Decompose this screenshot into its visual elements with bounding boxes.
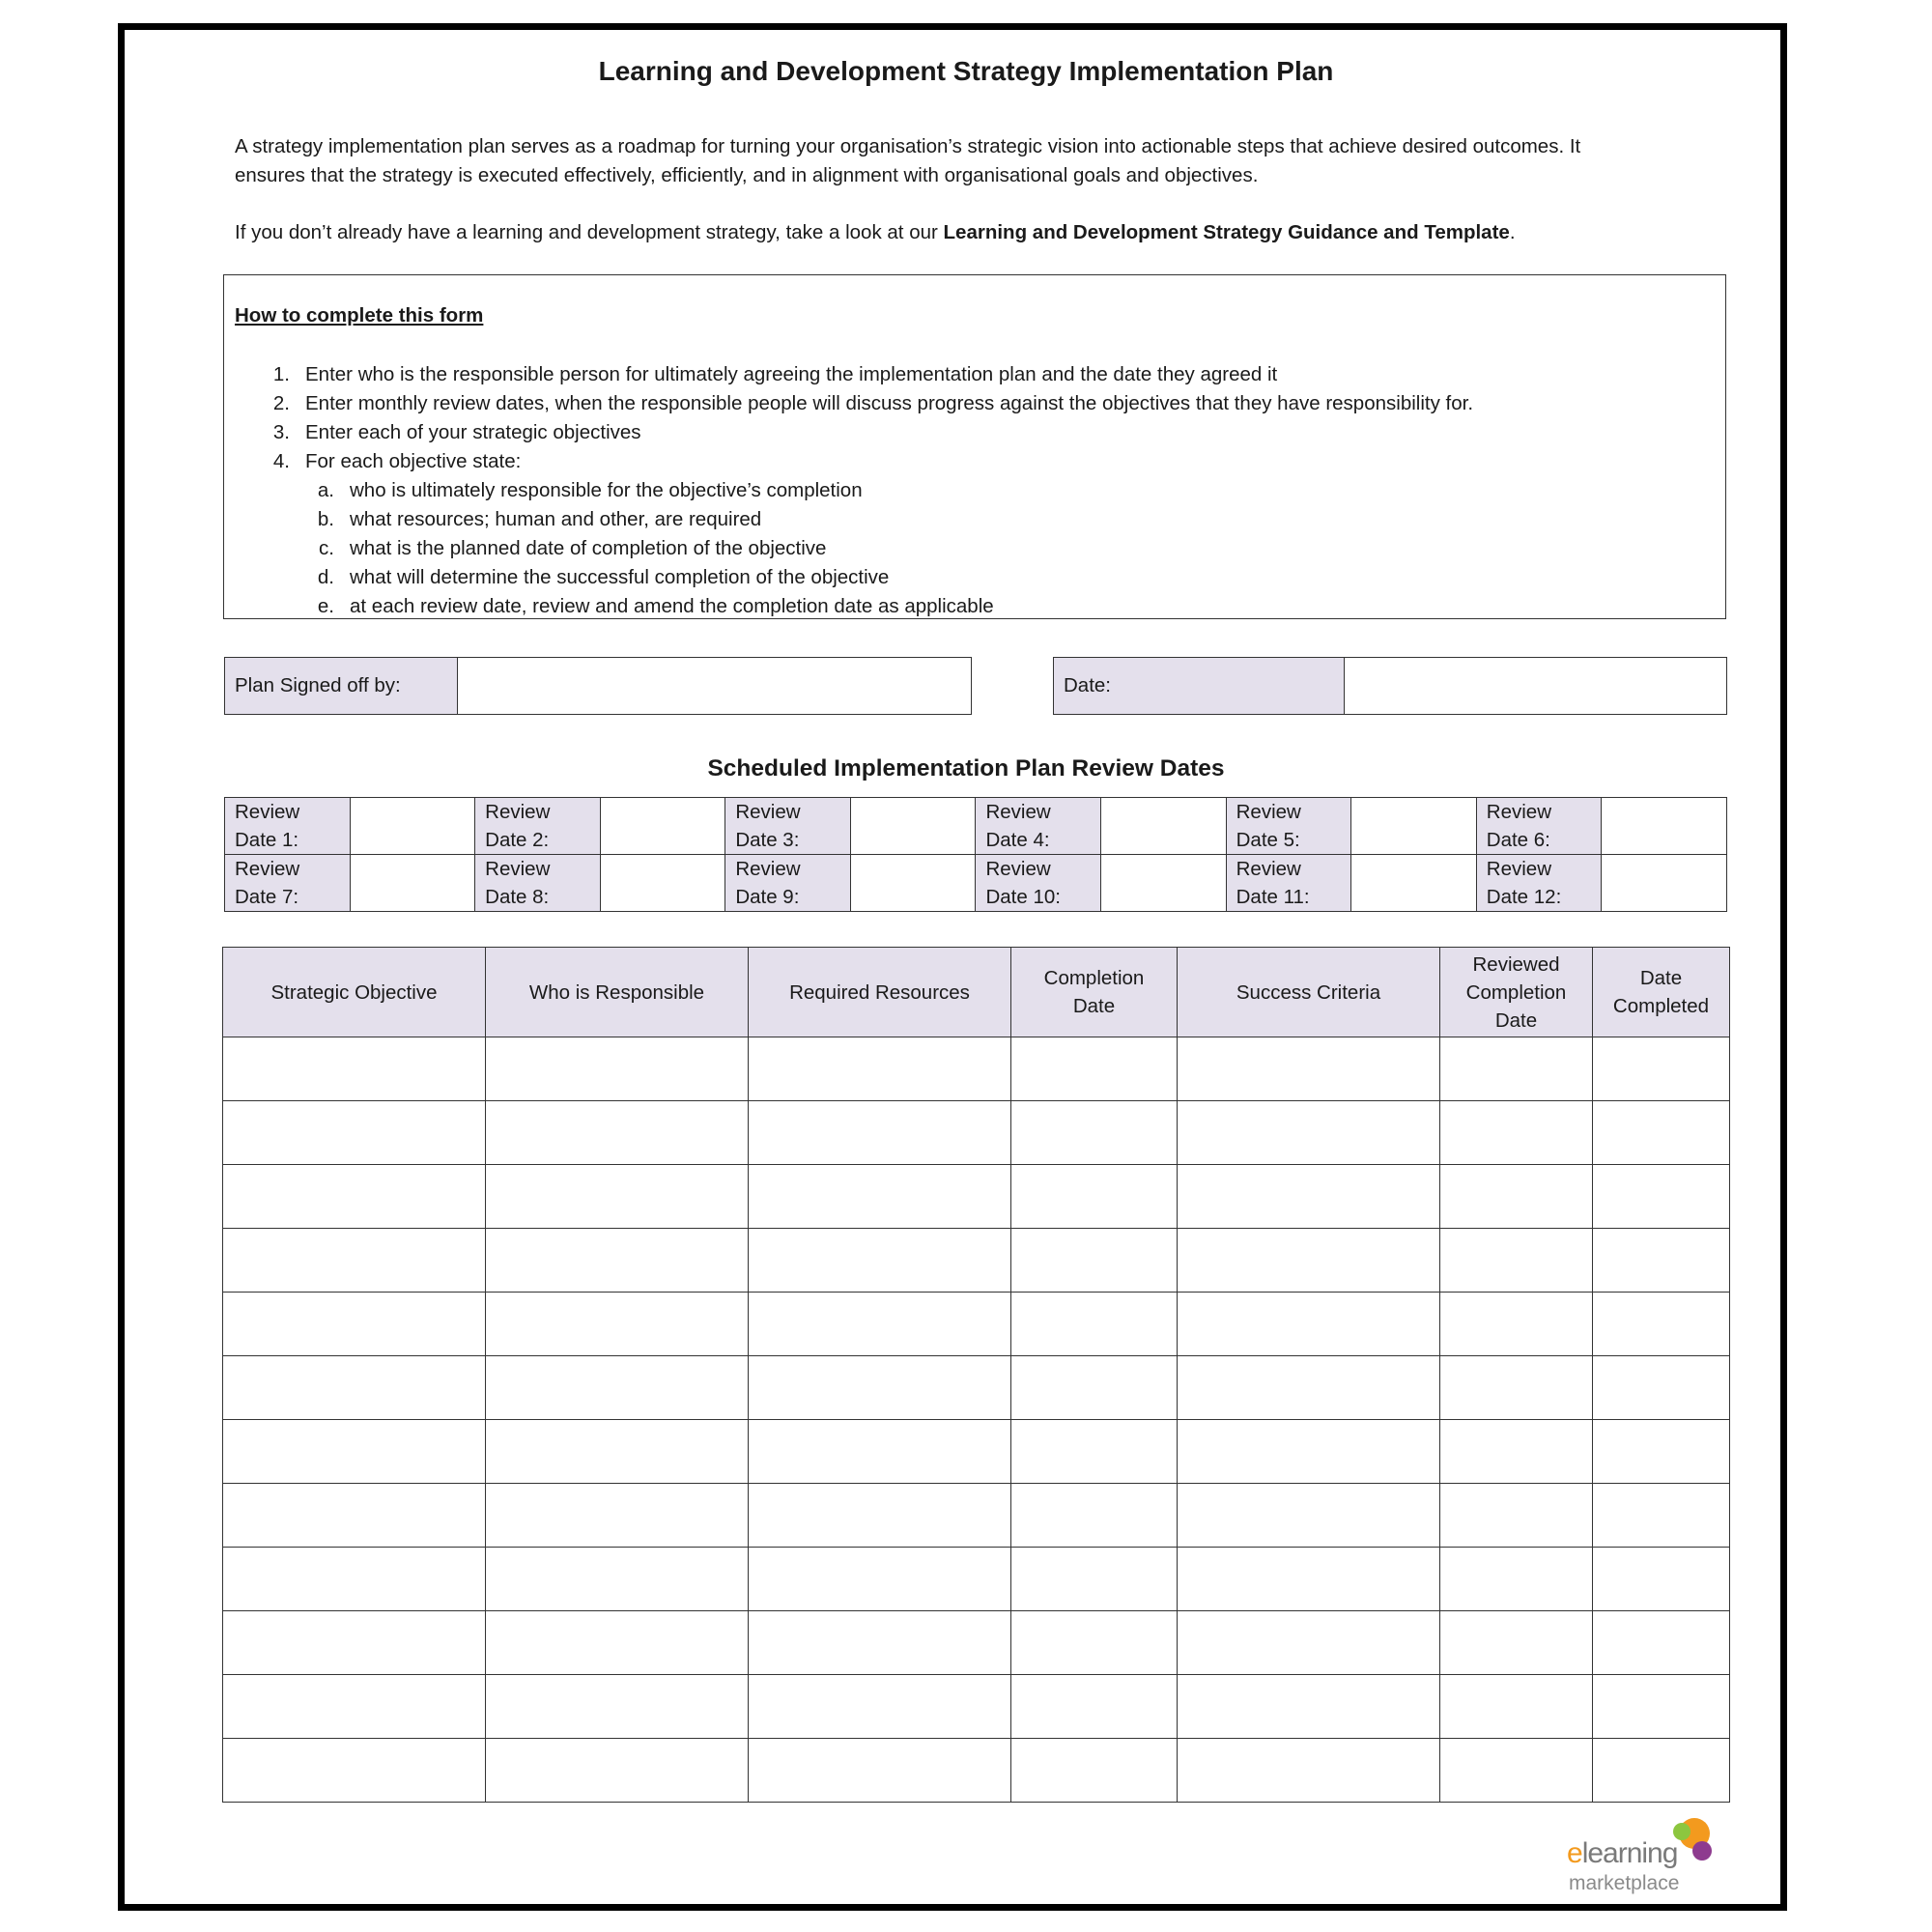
logo-word-marketplace: marketplace [1569, 1872, 1680, 1894]
review-date-field[interactable] [600, 798, 725, 855]
review-date-field[interactable] [850, 855, 976, 912]
review-date-field[interactable] [350, 855, 475, 912]
plan-cell[interactable] [1593, 1165, 1730, 1229]
plan-cell[interactable] [1593, 1037, 1730, 1101]
plan-cell[interactable] [1011, 1675, 1178, 1739]
review-date-label: Review Date 10: [976, 855, 1101, 912]
review-date-label: Review Date 3: [725, 798, 851, 855]
plan-cell[interactable] [223, 1611, 486, 1675]
review-date-label: Review Date 2: [475, 798, 601, 855]
plan-cell[interactable] [1178, 1611, 1440, 1675]
review-date-label: Review Date 12: [1476, 855, 1602, 912]
plan-cell[interactable] [1178, 1165, 1440, 1229]
plan-row [223, 1548, 1730, 1611]
how-to-box [223, 274, 1726, 619]
plan-cell[interactable] [749, 1165, 1011, 1229]
how-to-substep: e. at each review date, review and amend the completion date as applicable [317, 595, 994, 617]
review-date-label: Review Date 6: [1476, 798, 1602, 855]
review-date-label: Review Date 1: [225, 798, 351, 855]
plan-cell[interactable] [1440, 1165, 1593, 1229]
review-date-field[interactable] [1351, 855, 1477, 912]
plan-row [223, 1293, 1730, 1356]
plan-cell[interactable] [486, 1229, 749, 1293]
plan-row [223, 1611, 1730, 1675]
plan-cell[interactable] [1178, 1739, 1440, 1803]
elearning-marketplace-logo [1563, 1812, 1727, 1895]
plan-cell[interactable] [749, 1356, 1011, 1420]
plan-column-header: Reviewed Completion Date [1440, 948, 1593, 1037]
plan-cell[interactable] [1440, 1293, 1593, 1356]
plan-row [223, 1675, 1730, 1739]
plan-cell[interactable] [1440, 1229, 1593, 1293]
review-date-field[interactable] [1101, 798, 1227, 855]
review-date-label: Review Date 5: [1226, 798, 1351, 855]
plan-cell[interactable] [1440, 1484, 1593, 1548]
guidance-template-link[interactable]: Learning and Development Strategy Guidance and Template [943, 221, 1510, 243]
review-date-label: Review Date 11: [1226, 855, 1351, 912]
plan-cell[interactable] [749, 1739, 1011, 1803]
plan-cell[interactable] [486, 1293, 749, 1356]
plan-cell[interactable] [223, 1293, 486, 1356]
signed-off-field[interactable] [458, 658, 972, 715]
plan-cell[interactable] [1178, 1420, 1440, 1484]
plan-column-header: Date Completed [1593, 948, 1730, 1037]
plan-cell[interactable] [1440, 1037, 1593, 1101]
how-to-step: 3. Enter each of your strategic objectives [272, 421, 641, 443]
plan-cell[interactable] [1440, 1101, 1593, 1165]
plan-cell[interactable] [1011, 1037, 1178, 1101]
intro-line-3 [235, 218, 1742, 247]
plan-cell[interactable] [486, 1356, 749, 1420]
logo-word-elearning: elearning [1567, 1837, 1678, 1869]
review-date-field[interactable] [600, 855, 725, 912]
review-date-field[interactable] [1602, 798, 1727, 855]
plan-cell[interactable] [1011, 1293, 1178, 1356]
plan-cell[interactable] [1178, 1101, 1440, 1165]
plan-row [223, 1037, 1730, 1101]
plan-cell[interactable] [749, 1484, 1011, 1548]
plan-cell[interactable] [749, 1293, 1011, 1356]
plan-row [223, 1484, 1730, 1548]
plan-row [223, 1420, 1730, 1484]
plan-cell[interactable] [1440, 1356, 1593, 1420]
plan-cell[interactable] [223, 1484, 486, 1548]
plan-cell[interactable] [1593, 1293, 1730, 1356]
review-row [225, 798, 1727, 855]
how-to-substep: a. who is ultimately responsible for the objective’s completion [317, 479, 863, 501]
plan-cell[interactable] [1011, 1548, 1178, 1611]
plan-column-header: Who is Responsible [486, 948, 749, 1037]
plan-cell[interactable] [486, 1165, 749, 1229]
review-date-label: Review Date 8: [475, 855, 601, 912]
plan-cell[interactable] [749, 1611, 1011, 1675]
plan-cell[interactable] [1011, 1420, 1178, 1484]
plan-cell[interactable] [486, 1675, 749, 1739]
plan-cell[interactable] [1011, 1165, 1178, 1229]
plan-cell[interactable] [223, 1101, 486, 1165]
review-date-label: Review Date 9: [725, 855, 851, 912]
plan-cell[interactable] [1178, 1037, 1440, 1101]
plan-cell[interactable] [1178, 1356, 1440, 1420]
signoff-date-table [1053, 657, 1727, 715]
how-to-substep: b. what resources; human and other, are required [317, 508, 762, 530]
plan-cell[interactable] [1178, 1293, 1440, 1356]
how-to-step: 2. Enter monthly review dates, when the responsible people will discuss progress against the objectives that they have responsibility for. [272, 392, 1474, 414]
plan-column-header: Completion Date [1011, 948, 1178, 1037]
plan-cell[interactable] [749, 1229, 1011, 1293]
plan-cell[interactable] [1593, 1484, 1730, 1548]
plan-cell[interactable] [1178, 1484, 1440, 1548]
plan-cell[interactable] [1593, 1675, 1730, 1739]
review-date-field[interactable] [850, 798, 976, 855]
plan-cell[interactable] [223, 1356, 486, 1420]
plan-row [223, 1165, 1730, 1229]
plan-cell[interactable] [1178, 1548, 1440, 1611]
plan-cell[interactable] [223, 1037, 486, 1101]
plan-column-header: Required Resources [749, 948, 1011, 1037]
plan-cell[interactable] [1440, 1611, 1593, 1675]
plan-cell[interactable] [486, 1739, 749, 1803]
plan-cell[interactable] [1593, 1548, 1730, 1611]
plan-row [223, 1356, 1730, 1420]
plan-cell[interactable] [749, 1548, 1011, 1611]
plan-cell[interactable] [1440, 1739, 1593, 1803]
plan-cell[interactable] [1011, 1484, 1178, 1548]
plan-cell[interactable] [1593, 1420, 1730, 1484]
intro-line-2: ensures that the strategy is executed effectively, efficiently, and in alignment with organisational goals and objectives. [235, 164, 1259, 186]
plan-row [223, 1101, 1730, 1165]
plan-cell[interactable] [223, 1420, 486, 1484]
review-date-field[interactable] [1101, 855, 1227, 912]
plan-column-header: Strategic Objective [223, 948, 486, 1037]
plan-cell[interactable] [1011, 1229, 1178, 1293]
plan-cell[interactable] [486, 1420, 749, 1484]
plan-cell[interactable] [1440, 1675, 1593, 1739]
review-date-label: Review Date 4: [976, 798, 1101, 855]
plan-cell[interactable] [1178, 1675, 1440, 1739]
intro-line-3-prefix: If you don’t already have a learning and development strategy, take a look at our [235, 221, 944, 243]
plan-cell[interactable] [1440, 1548, 1593, 1611]
page-title: Learning and Development Strategy Implementation Plan [598, 56, 1334, 86]
logo-purple-circle [1692, 1841, 1712, 1861]
signoff-date-field[interactable] [1345, 658, 1727, 715]
plan-cell[interactable] [223, 1229, 486, 1293]
plan-cell[interactable] [1593, 1356, 1730, 1420]
review-row [225, 855, 1727, 912]
plan-cell[interactable] [486, 1548, 749, 1611]
review-dates-table [224, 797, 1727, 912]
review-date-field[interactable] [1602, 855, 1727, 912]
plan-row [223, 1739, 1730, 1803]
signed-off-label: Plan Signed off by: [225, 658, 458, 715]
plan-cell[interactable] [486, 1037, 749, 1101]
review-date-field[interactable] [350, 798, 475, 855]
plan-cell[interactable] [486, 1101, 749, 1165]
plan-cell[interactable] [486, 1484, 749, 1548]
how-to-step: 1. Enter who is the responsible person for ultimately agreeing the implementation plan and the date they agreed it [272, 363, 1278, 385]
plan-cell[interactable] [1011, 1611, 1178, 1675]
plan-cell[interactable] [749, 1101, 1011, 1165]
review-dates-title: Scheduled Implementation Plan Review Dates [707, 755, 1225, 781]
plan-cell[interactable] [1011, 1356, 1178, 1420]
plan-cell[interactable] [223, 1548, 486, 1611]
implementation-plan-table [222, 947, 1730, 1803]
plan-cell[interactable] [1011, 1101, 1178, 1165]
plan-cell[interactable] [223, 1739, 486, 1803]
how-to-step: 4. For each objective state: [272, 450, 522, 472]
plan-cell[interactable] [223, 1675, 486, 1739]
how-to-title: How to complete this form [235, 304, 484, 327]
plan-row [223, 1229, 1730, 1293]
plan-cell[interactable] [1593, 1611, 1730, 1675]
signoff-table [224, 657, 972, 715]
intro-line-3-suffix: . [1509, 221, 1516, 243]
plan-cell[interactable] [1440, 1420, 1593, 1484]
review-date-label: Review Date 7: [225, 855, 351, 912]
plan-cell[interactable] [486, 1611, 749, 1675]
plan-column-header: Success Criteria [1178, 948, 1440, 1037]
plan-cell[interactable] [1593, 1229, 1730, 1293]
review-date-field[interactable] [1351, 798, 1477, 855]
plan-cell[interactable] [1011, 1739, 1178, 1803]
plan-cell[interactable] [749, 1675, 1011, 1739]
plan-cell[interactable] [749, 1420, 1011, 1484]
intro-line-1: A strategy implementation plan serves as a roadmap for turning your organisation’s strategic vision into actionable steps that achieve desired outcomes. It [235, 135, 1581, 157]
plan-cell[interactable] [1593, 1101, 1730, 1165]
plan-cell[interactable] [1593, 1739, 1730, 1803]
how-to-substep: d. what will determine the successful completion of the objective [317, 566, 890, 588]
plan-cell[interactable] [223, 1165, 486, 1229]
plan-cell[interactable] [749, 1037, 1011, 1101]
how-to-substep: c. what is the planned date of completion of the objective [319, 537, 827, 559]
signoff-date-label: Date: [1054, 658, 1345, 715]
plan-cell[interactable] [1178, 1229, 1440, 1293]
